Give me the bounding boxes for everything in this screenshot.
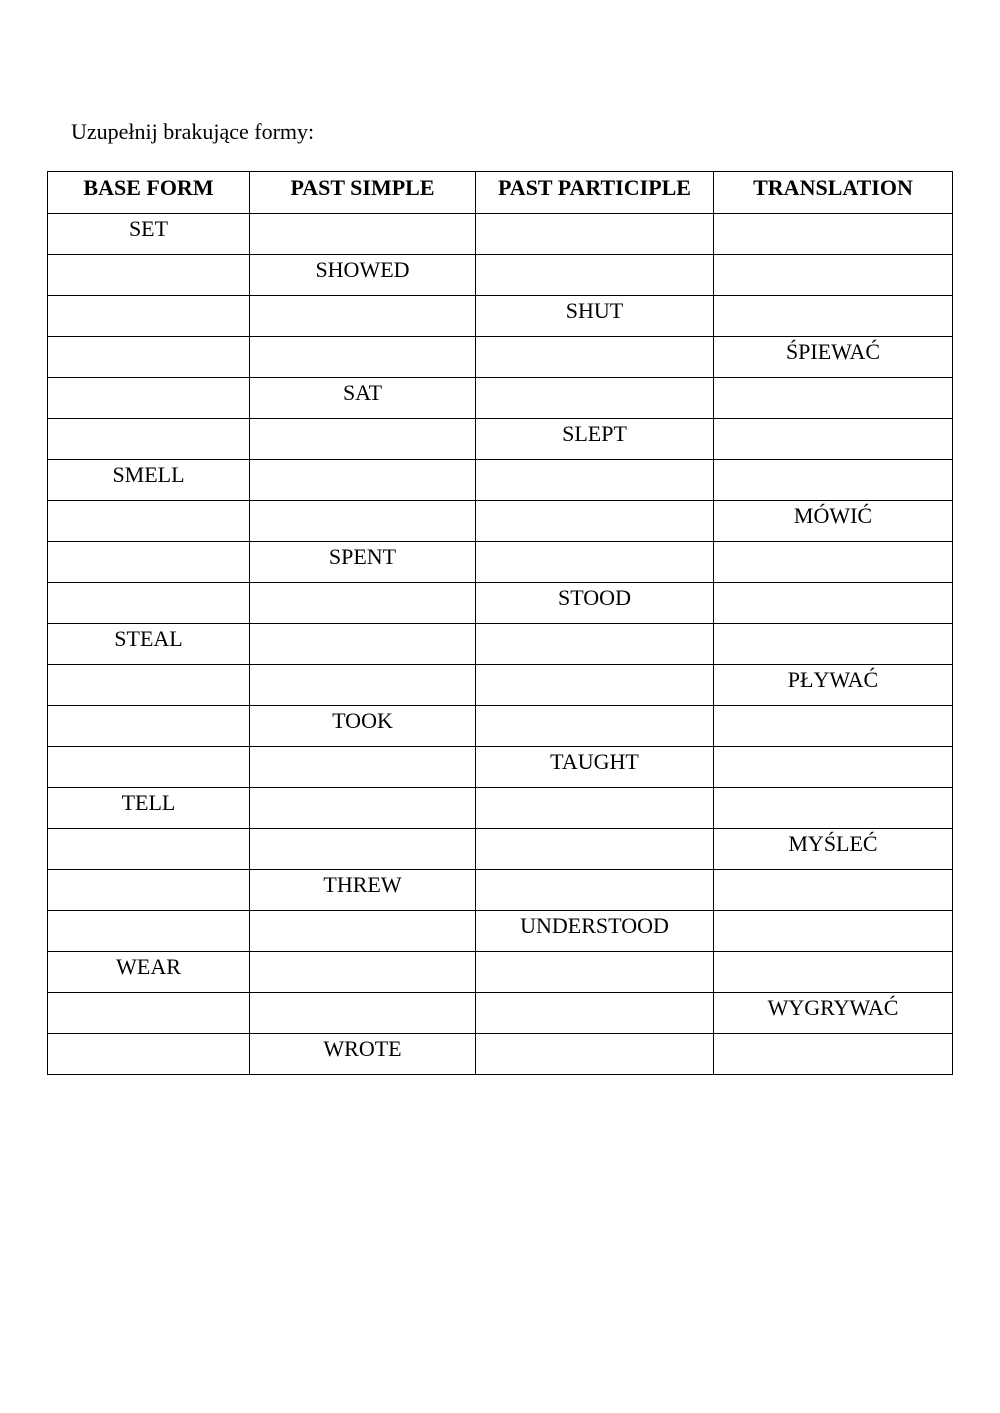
past-simple-cell[interactable] — [250, 911, 476, 952]
table-row — [48, 706, 953, 747]
table-row — [48, 911, 953, 952]
instruction-text: Uzupełnij brakujące formy: — [71, 119, 315, 144]
table-row — [48, 583, 953, 624]
translation-cell[interactable] — [714, 870, 953, 911]
base-form-cell[interactable] — [48, 665, 250, 706]
table-row — [48, 501, 953, 542]
verb-forms-table — [47, 171, 953, 1075]
header-past-simple: PAST SIMPLE — [250, 172, 476, 214]
translation-cell[interactable] — [714, 911, 953, 952]
past-participle-cell[interactable] — [476, 870, 714, 911]
base-form-cell[interactable] — [48, 911, 250, 952]
translation-cell: PŁYWAĆ — [714, 665, 953, 706]
translation-cell[interactable] — [714, 296, 953, 337]
header-translation: TRANSLATION — [714, 172, 953, 214]
base-form-cell[interactable] — [48, 829, 250, 870]
table-row — [48, 747, 953, 788]
past-participle-cell[interactable] — [476, 952, 714, 993]
base-form-cell: SMELL — [48, 460, 250, 501]
past-simple-cell: TOOK — [250, 706, 476, 747]
translation-cell: WYGRYWAĆ — [714, 993, 953, 1034]
past-participle-cell[interactable] — [476, 255, 714, 296]
translation-cell[interactable] — [714, 788, 953, 829]
base-form-cell[interactable] — [48, 419, 250, 460]
past-simple-cell[interactable] — [250, 337, 476, 378]
past-participle-cell[interactable] — [476, 788, 714, 829]
base-form-cell: WEAR — [48, 952, 250, 993]
past-participle-cell[interactable] — [476, 829, 714, 870]
past-simple-cell: SAT — [250, 378, 476, 419]
past-participle-cell[interactable] — [476, 624, 714, 665]
base-form-cell[interactable] — [48, 706, 250, 747]
table-row — [48, 952, 953, 993]
past-simple-cell[interactable] — [250, 788, 476, 829]
past-simple-cell: WROTE — [250, 1034, 476, 1075]
base-form-cell: TELL — [48, 788, 250, 829]
past-participle-cell[interactable] — [476, 993, 714, 1034]
table-row — [48, 1034, 953, 1075]
header-row — [48, 172, 953, 214]
base-form-cell[interactable] — [48, 378, 250, 419]
translation-cell[interactable] — [714, 624, 953, 665]
past-participle-cell[interactable] — [476, 542, 714, 583]
table-row — [48, 378, 953, 419]
table-row — [48, 337, 953, 378]
base-form-cell[interactable] — [48, 337, 250, 378]
past-participle-cell[interactable] — [476, 378, 714, 419]
translation-cell: ŚPIEWAĆ — [714, 337, 953, 378]
past-simple-cell[interactable] — [250, 829, 476, 870]
translation-cell[interactable] — [714, 460, 953, 501]
past-simple-cell[interactable] — [250, 583, 476, 624]
base-form-cell[interactable] — [48, 1034, 250, 1075]
past-participle-cell[interactable] — [476, 706, 714, 747]
table-row — [48, 460, 953, 501]
base-form-cell[interactable] — [48, 542, 250, 583]
past-simple-cell[interactable] — [250, 993, 476, 1034]
table-row — [48, 665, 953, 706]
past-participle-cell: SLEPT — [476, 419, 714, 460]
base-form-cell[interactable] — [48, 870, 250, 911]
past-participle-cell[interactable] — [476, 665, 714, 706]
translation-cell[interactable] — [714, 706, 953, 747]
translation-cell[interactable] — [714, 255, 953, 296]
past-simple-cell[interactable] — [250, 419, 476, 460]
translation-cell: MYŚLEĆ — [714, 829, 953, 870]
past-participle-cell[interactable] — [476, 214, 714, 255]
past-participle-cell: SHUT — [476, 296, 714, 337]
past-simple-cell: THREW — [250, 870, 476, 911]
table-row — [48, 214, 953, 255]
past-participle-cell: TAUGHT — [476, 747, 714, 788]
past-simple-cell[interactable] — [250, 501, 476, 542]
past-simple-cell[interactable] — [250, 214, 476, 255]
past-participle-cell[interactable] — [476, 501, 714, 542]
base-form-cell[interactable] — [48, 255, 250, 296]
base-form-cell[interactable] — [48, 501, 250, 542]
base-form-cell[interactable] — [48, 993, 250, 1034]
past-participle-cell[interactable] — [476, 337, 714, 378]
translation-cell[interactable] — [714, 419, 953, 460]
translation-cell[interactable] — [714, 378, 953, 419]
table-header — [48, 172, 953, 214]
past-simple-cell[interactable] — [250, 665, 476, 706]
base-form-cell: STEAL — [48, 624, 250, 665]
past-participle-cell: UNDERSTOOD — [476, 911, 714, 952]
header-past-participle: PAST PARTICIPLE — [476, 172, 714, 214]
base-form-cell[interactable] — [48, 583, 250, 624]
past-simple-cell[interactable] — [250, 296, 476, 337]
past-participle-cell: STOOD — [476, 583, 714, 624]
translation-cell[interactable] — [714, 583, 953, 624]
table-row — [48, 788, 953, 829]
table-row — [48, 624, 953, 665]
past-participle-cell[interactable] — [476, 460, 714, 501]
table-row — [48, 829, 953, 870]
past-participle-cell[interactable] — [476, 1034, 714, 1075]
translation-cell[interactable] — [714, 1034, 953, 1075]
past-simple-cell: SPENT — [250, 542, 476, 583]
table-row — [48, 542, 953, 583]
translation-cell[interactable] — [714, 952, 953, 993]
table-row — [48, 870, 953, 911]
table-row — [48, 255, 953, 296]
base-form-cell[interactable] — [48, 747, 250, 788]
base-form-cell[interactable] — [48, 296, 250, 337]
table-row — [48, 419, 953, 460]
table-body — [48, 214, 953, 1075]
translation-cell: MÓWIĆ — [714, 501, 953, 542]
translation-cell[interactable] — [714, 747, 953, 788]
past-simple-cell[interactable] — [250, 747, 476, 788]
header-base-form: BASE FORM — [48, 172, 250, 214]
translation-cell[interactable] — [714, 542, 953, 583]
past-simple-cell[interactable] — [250, 624, 476, 665]
table-row — [48, 296, 953, 337]
past-simple-cell[interactable] — [250, 952, 476, 993]
translation-cell[interactable] — [714, 214, 953, 255]
base-form-cell: SET — [48, 214, 250, 255]
past-simple-cell[interactable] — [250, 460, 476, 501]
table-row — [48, 993, 953, 1034]
past-simple-cell: SHOWED — [250, 255, 476, 296]
